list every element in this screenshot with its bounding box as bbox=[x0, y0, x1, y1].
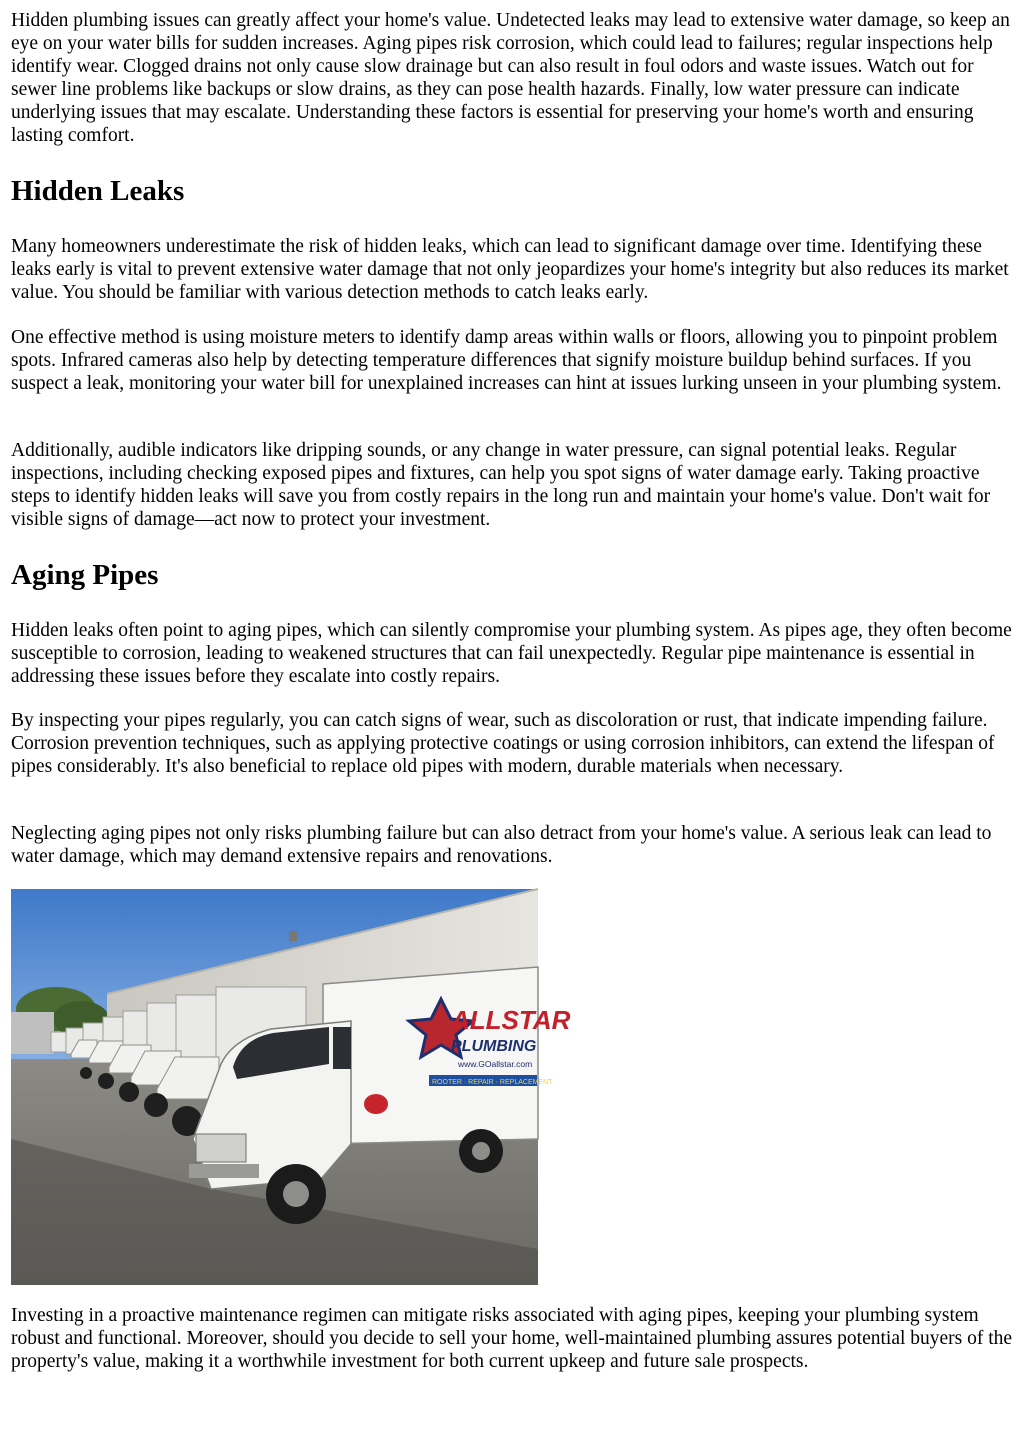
hidden-leaks-paragraph-2: One effective method is using moisture meters to identify damp areas within walls or floors, allowing you to pinpoint problem spots. Infrared cameras also help by detecting temperature differences that signify moisture buildup behind surfaces. If you suspect a leak, monitoring your water bill for unexplained increases can hint at issues lurking unseen in your plumbing system. bbox=[11, 327, 1002, 394]
aging-pipes-paragraph-3: Neglecting aging pipes not only risks plumbing failure but can also detract from your home's value. A serious leak can lead to water damage, which may demand extensive repairs and renovations. bbox=[11, 823, 992, 867]
section-heading-aging-pipes: Aging Pipes bbox=[11, 559, 159, 591]
section-heading-hidden-leaks: Hidden Leaks bbox=[11, 175, 185, 207]
brand-line2: PLUMBING bbox=[451, 1038, 537, 1055]
aging-pipes-paragraph-2: By inspecting your pipes regularly, you can catch signs of wear, such as discoloration or rust, that indicate impending failure. Corrosion prevention techniques, such as applying protective coatings or using corrosion inhibitors, can extend the lifespan of pipes considerably. It's also beneficial to replace old pipes with modern, durable materials when necessary. bbox=[11, 710, 995, 777]
brand-services: ROOTER · REPAIR · REPLACEMENT bbox=[432, 1079, 553, 1086]
intro-paragraph: Hidden plumbing issues can greatly affect your home's value. Undetected leaks may lead to extensive water damage, so keep an eye on your water bills for sudden increases. Aging pipes risk corrosion, which could lead to failures; regular inspections help identify wear. Clogged drains not only cause slow drainage but can also result in foul odors and waste issues. Watch out for sewer line problems like backups or slow drains, as they can pose health hazards. Finally, low water pressure can indicate underlying issues that may escalate. Understanding these factors is essential for preserving your home's worth and ensuring lasting comfort. bbox=[11, 10, 1010, 146]
brand-line1: ALLSTAR bbox=[451, 1005, 571, 1035]
hidden-leaks-paragraph-1: Many homeowners underestimate the risk of hidden leaks, which can lead to significant damage over time. Identifying these leaks early is vital to prevent extensive water damage that not only jeopardizes your home's integrity but also reduces its market value. You should be familiar with various detection methods to catch leaks early. bbox=[11, 236, 1009, 303]
aging-pipes-paragraph-4: Investing in a proactive maintenance regimen can mitigate risks associated with aging pipes, keeping your plumbing system robust and functional. Moreover, should you decide to sell your home, well-maintained plumbing assures potential buyers of the property's value, making it a worthwhile investment for both current upkeep and future sale prospects. bbox=[11, 1305, 1013, 1372]
plumbing-vans-photo bbox=[11, 889, 571, 1285]
hidden-leaks-paragraph-3: Additionally, audible indicators like dripping sounds, or any change in water pressure, can signal potential leaks. Regular inspections, including checking exposed pipes and fixtures, can help you spot signs of water damage early. Taking proactive steps to identify hidden leaks will save you from costly repairs in the long run and maintain your home's value. Don't wait for visible signs of damage—act now to protect your investment. bbox=[11, 440, 991, 530]
brand-website: www.GOallstar.com bbox=[458, 1059, 533, 1069]
aging-pipes-paragraph-1: Hidden leaks often point to aging pipes, which can silently compromise your plumbing system. As pipes age, they often become susceptible to corrosion, leading to weakened structures that can fail unexpectedly. Regular pipe maintenance is essential in addressing these issues before they escalate into costly repairs. bbox=[11, 620, 1012, 687]
